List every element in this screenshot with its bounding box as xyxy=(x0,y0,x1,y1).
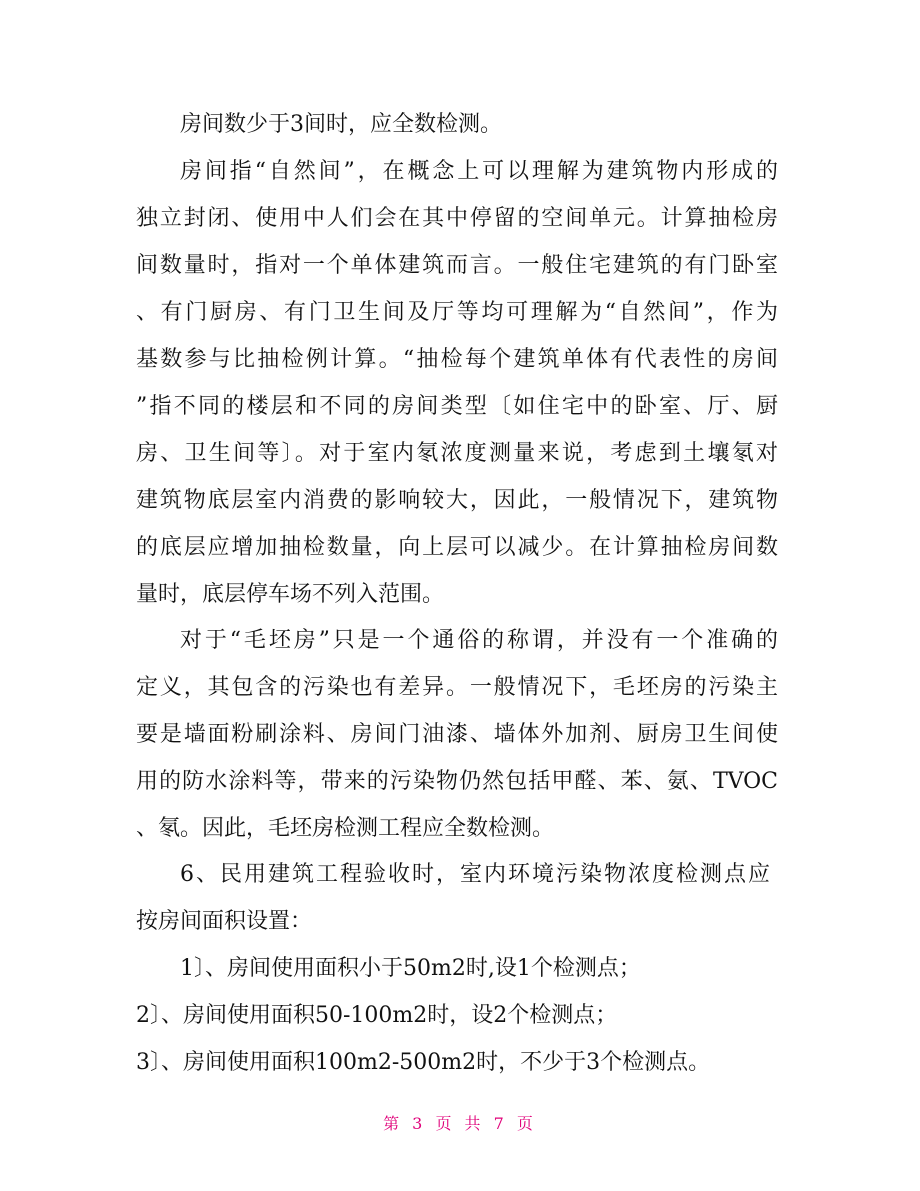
list-item: 3〕、房间使用面积100m2-500m2时，不少于3个检测点。 xyxy=(136,1050,711,1075)
text-line: 6、民用建筑工程验收时，室内环境污染物浓度检测点应 xyxy=(180,862,770,887)
text-line: 量时，底层停车场不列入范围。 xyxy=(136,582,445,607)
text-line: ”指不同的楼层和不同的房间类型〔如住宅中的卧室、厅、厨 xyxy=(136,394,778,419)
list-item: 1〕、房间使用面积小于50m2时,设1个检测点； xyxy=(180,956,641,981)
text-line: 对于“毛坯房”只是一个通俗的称谓，并没有一个准确的 xyxy=(180,628,778,653)
page-footer: 第 3 页 共 7 页 xyxy=(383,1114,537,1133)
list-item: 2〕、房间使用面积50-100m2时，设2个检测点； xyxy=(136,1003,618,1028)
text-line: 用的防水涂料等，带来的污染物仍然包括甲醛、苯、氨、TVOC xyxy=(136,769,778,794)
text-line: 房、卫生间等〕。对于室内氡浓度测量来说，考虑到土壤氡对 xyxy=(136,441,778,466)
text-line: 要是墙面粉刷涂料、房间门油漆、墙体外加剂、厨房卫生间使 xyxy=(136,722,778,747)
text-line: 定义，其包含的污染也有差异。一般情况下，毛坯房的污染主 xyxy=(136,675,778,700)
text-line: 独立封闭、使用中人们会在其中停留的空间单元。计算抽检房 xyxy=(136,206,778,231)
text-line: 、氡。因此，毛坯房检测工程应全数检测。 xyxy=(136,816,555,841)
text-line: 房间指“自然间”，在概念上可以理解为建筑物内形成的 xyxy=(180,159,778,184)
text-line: 房间数少于3间时，应全数检测。 xyxy=(180,112,502,137)
text-line: 建筑物底层室内消费的影响较大，因此，一般情况下，建筑物 xyxy=(136,488,778,513)
text-line: 间数量时，指对一个单体建筑而言。一般住宅建筑的有门卧室 xyxy=(136,253,778,278)
text-line: 按房间面积设置： xyxy=(136,909,313,934)
text-line: 的底层应增加抽检数量，向上层可以减少。在计算抽检房间数 xyxy=(136,535,778,560)
text-line: 基数参与比抽检例计算。“抽检每个建筑单体有代表性的房间 xyxy=(136,347,778,372)
text-line: 、有门厨房、有门卫生间及厅等均可理解为“自然间”，作为 xyxy=(136,300,778,325)
